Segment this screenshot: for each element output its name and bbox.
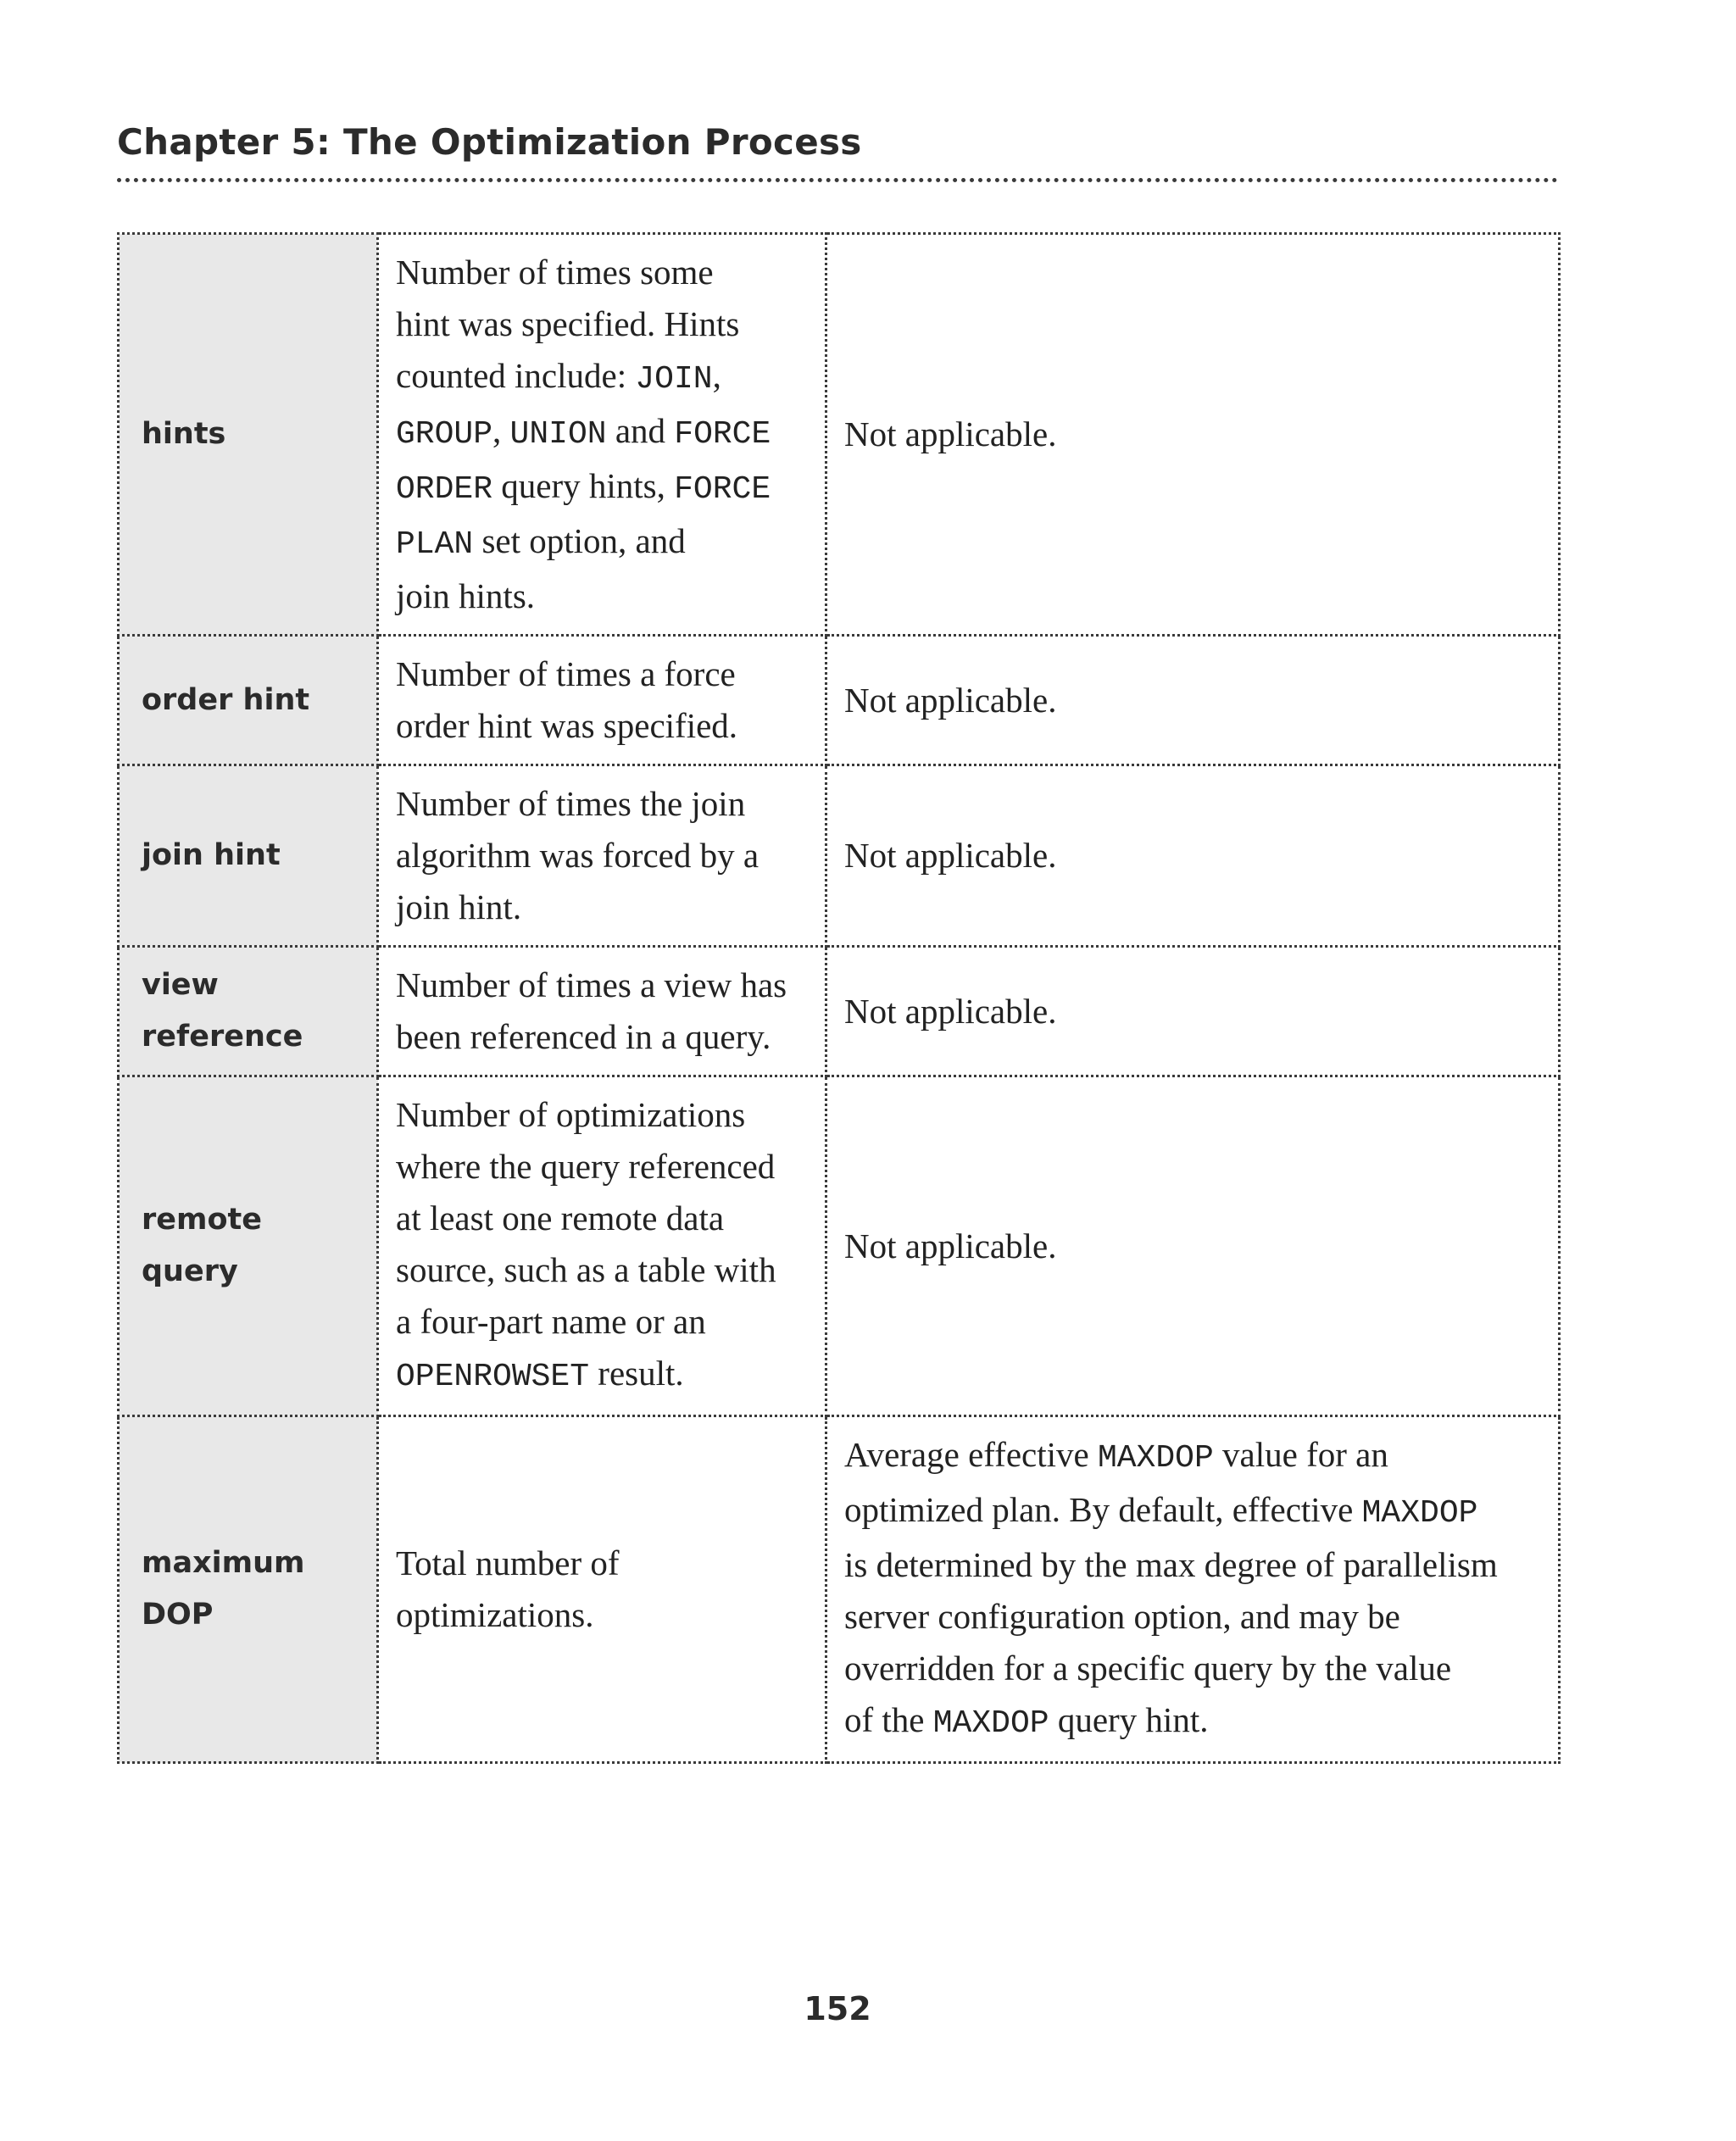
table-row [119,765,1560,947]
text-segment: overridden for a specific query by the value [844,1649,1452,1688]
text-segment: query hint. [1049,1700,1209,1739]
counter-description [378,234,826,636]
text-segment: Not applicable. [844,680,1057,720]
text-line [396,1538,808,1589]
counter-value-note [826,765,1560,947]
table-row [119,234,1560,636]
optimizer-counters-table [117,232,1561,1764]
text-line [396,881,808,933]
page-header [117,115,1558,182]
text-segment: , [712,356,721,395]
text-segment: optimized plan. By default, effective [844,1490,1362,1529]
counter-description [378,1076,826,1416]
code-term: GROUP [396,416,493,453]
text-line [396,405,808,460]
page-number: 152 [804,1990,871,2027]
counter-name: maximum DOP [119,1416,378,1763]
text-segment: order hint was specified. [396,706,738,745]
text-segment: Not applicable. [844,414,1057,453]
text-segment: is determined by the max degree of parallelism [844,1545,1498,1584]
text-line [844,1539,1541,1591]
text-segment: set option, and [473,521,686,560]
code-term: FORCE [674,416,771,453]
text-line [844,1643,1541,1694]
text-line [396,298,808,350]
counter-name: hints [119,234,378,636]
text-line [396,778,808,830]
counter-name: remote query [119,1076,378,1416]
text-segment: Not applicable. [844,836,1057,875]
code-term: OPENROWSET [396,1359,590,1395]
table-row [119,1076,1560,1416]
text-line [844,675,1541,726]
text-segment: counted include: [396,356,636,395]
text-line [396,1296,808,1348]
text-line [396,1244,808,1296]
counter-value-note [826,234,1560,636]
table-row [119,636,1560,765]
counter-description [378,1416,826,1763]
text-line [396,350,808,405]
text-line [396,700,808,752]
text-segment: value for an [1213,1435,1388,1474]
counter-value-note [826,1416,1560,1763]
text-segment: Not applicable. [844,991,1057,1031]
text-line [844,1484,1541,1539]
counter-value-note [826,947,1560,1076]
text-segment: optimizations. [396,1595,594,1634]
text-segment: algorithm was forced by a [396,836,760,875]
text-line [844,1591,1541,1643]
counter-name: view reference [119,947,378,1076]
chapter-title: Chapter 5: The Optimization Process [117,121,862,163]
text-line [396,1193,808,1244]
text-line [844,1429,1541,1484]
text-line [396,648,808,700]
text-line [396,959,808,1011]
text-line [396,515,808,570]
text-line [844,830,1541,881]
text-segment: Number of optimizations [396,1095,746,1134]
table-row [119,1416,1560,1763]
text-line [396,1589,808,1641]
counter-description [378,636,826,765]
text-segment: Total number of [396,1543,620,1582]
text-segment: of the [844,1700,933,1739]
counter-value-note [826,636,1560,765]
text-line [844,1221,1541,1272]
text-segment: join hints. [396,576,536,615]
text-segment: at least one remote data [396,1198,725,1237]
text-segment: server configuration option, and may be [844,1597,1400,1636]
text-segment: join hint. [396,887,522,926]
table-body [119,234,1560,1763]
counter-description [378,947,826,1076]
text-segment: and [606,411,675,450]
text-segment: where the query referenced [396,1147,776,1186]
counter-name: order hint [119,636,378,765]
code-term: MAXDOP [1097,1440,1214,1476]
text-segment: Average effective [844,1435,1098,1474]
text-line [396,460,808,515]
code-term: FORCE [674,471,771,508]
text-line [396,1348,808,1403]
text-segment: , [492,411,510,450]
code-term: JOIN [635,361,713,398]
counter-value-note [826,1076,1560,1416]
code-term: MAXDOP [1361,1495,1478,1532]
text-segment: Number of times some [396,253,714,292]
code-term: ORDER [396,471,493,508]
text-segment: hint was specified. Hints [396,304,740,343]
table-row [119,947,1560,1076]
counter-name: join hint [119,765,378,947]
text-line [844,409,1541,460]
text-segment: Not applicable. [844,1226,1057,1265]
code-term: PLAN [396,526,474,563]
counter-description [378,765,826,947]
text-segment: query hints, [492,466,675,505]
text-line [396,247,808,298]
text-line [396,1141,808,1193]
code-term: UNION [509,416,607,453]
header-divider [117,178,1558,182]
code-term: MAXDOP [932,1705,1049,1742]
text-line [396,1011,808,1063]
text-line [396,830,808,881]
text-segment: been referenced in a query. [396,1017,771,1056]
text-line [844,986,1541,1037]
text-segment: source, such as a table with [396,1250,776,1289]
text-segment: Number of times a view has [396,965,787,1004]
text-segment: Number of times the join [396,784,746,823]
text-line [844,1694,1541,1749]
text-segment: result. [589,1354,684,1393]
text-segment: Number of times a force [396,654,736,693]
text-line [396,570,808,622]
text-segment: a four-part name or an [396,1302,706,1341]
text-line [396,1089,808,1141]
